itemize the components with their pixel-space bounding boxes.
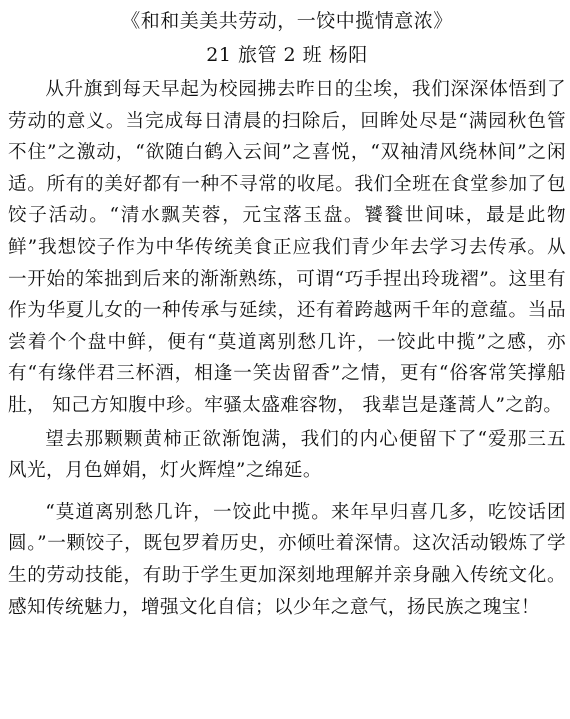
document-title: 《和和美美共劳动，一饺中揽情意浓》 [121,10,453,32]
paragraph-2: 望去那颗颗黄柿正欲渐饱满，我们的内心便留下了“爱那三五风光，月色婵娟，灯火辉煌”之绵延。 [8,428,566,482]
author-byline: 21 旅管 2 班 杨阳 [206,44,368,66]
paragraph-3: “莫道离别愁几许，一饺此中揽。来年早归喜几多，吃饺话团圆。”一颗饺子，既包罗着历史，亦倾吐着深情。这次活动锻炼了学生的劳动技能，有助于学生更加深刻地理解并亲身融入传统文化。感知传统魅力，增强文化自信；以少年之意气，扬民族之瑰宝！ [8,501,566,618]
paragraph-1: 从升旗到每天早起为校园拂去昨日的尘埃，我们深深体悟到了劳动的意义。当完成每日清晨的扫除后，回眸处尽是“满园秋色管不住”之激动，“欲随白鹤入云间”之喜悦，“双袖清风绕林间”之闲适。所有的美好都有一种不寻常的收尾。我们全班在食堂参加了包饺子活动。“清水飘芙蓉，元宝落玉盘。饕餮世间味，最是此物鲜”我想饺子作为中华传统美食正应我们青少年去学习去传承。从一开始的笨拙到后来的渐渐熟练，可谓“巧手捏出玲珑褶”。这里有作为华夏儿女的一种传承与延续，还有着跨越两千年的意蕴。当品尝着个个盘中鲜，便有“莫道离别愁几许，一饺此中揽”之感，亦有“有缘伴君三杯酒，相逢一笑齿留香”之情，更有“俗客常笑撑船肚， 知己方知腹中珍。牢骚太盛难容物， 我辈岂是蓬蒿人”之韵。 [8,79,566,416]
